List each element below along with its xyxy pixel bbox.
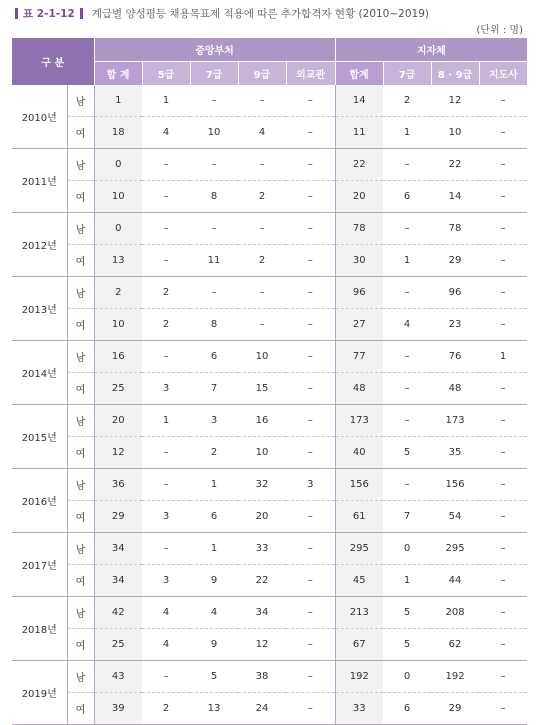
value-cell: – [286, 341, 335, 373]
value-cell: 2 [238, 181, 286, 213]
sex-cell: 여 [67, 117, 94, 149]
value-cell: 295 [335, 533, 383, 565]
value-cell: – [383, 149, 431, 181]
col-header: 7급 [383, 62, 431, 86]
value-cell: – [286, 693, 335, 725]
value-cell: – [190, 149, 238, 181]
caption-bar [80, 8, 83, 19]
value-cell: 1 [383, 565, 431, 597]
value-cell: 2 [190, 437, 238, 469]
value-cell: – [286, 533, 335, 565]
value-cell: 192 [431, 661, 479, 693]
header-central: 중앙부처 [94, 38, 335, 62]
value-cell: – [479, 469, 527, 501]
value-cell: 29 [431, 693, 479, 725]
col-header: 5급 [142, 62, 190, 86]
value-cell: – [479, 405, 527, 437]
value-cell: – [383, 341, 431, 373]
header-local: 지자체 [335, 38, 527, 62]
value-cell: 1 [190, 469, 238, 501]
sex-cell: 여 [67, 181, 94, 213]
table-row [12, 533, 527, 565]
value-cell: 1 [383, 245, 431, 277]
value-cell: 15 [238, 373, 286, 405]
col-header: 합계 [335, 62, 383, 86]
value-cell: 1 [142, 85, 190, 117]
table-row [12, 181, 527, 213]
value-cell: 36 [94, 469, 142, 501]
value-cell: – [286, 661, 335, 693]
value-cell: – [286, 309, 335, 341]
value-cell: – [286, 565, 335, 597]
table-row [12, 661, 527, 693]
value-cell: 2 [383, 85, 431, 117]
table-row [12, 501, 527, 533]
year-cell: 2017년 [12, 533, 67, 597]
value-cell: 32 [238, 469, 286, 501]
table-row [12, 437, 527, 469]
value-cell: 25 [94, 629, 142, 661]
year-cell: 2013년 [12, 277, 67, 341]
sex-cell: 여 [67, 501, 94, 533]
value-cell: 16 [238, 405, 286, 437]
value-cell: 8 [190, 181, 238, 213]
value-cell: 7 [383, 501, 431, 533]
table-row [12, 149, 527, 181]
table-row [12, 565, 527, 597]
value-cell: – [286, 597, 335, 629]
sex-cell: 여 [67, 245, 94, 277]
value-cell: 10 [94, 181, 142, 213]
value-cell: 78 [431, 213, 479, 245]
sex-cell: 남 [67, 661, 94, 693]
value-cell: 40 [335, 437, 383, 469]
value-cell: – [383, 277, 431, 309]
value-cell: 13 [94, 245, 142, 277]
sex-cell: 남 [67, 405, 94, 437]
value-cell: – [479, 277, 527, 309]
header-gubun: 구 분 [12, 38, 94, 85]
value-cell: 7 [190, 373, 238, 405]
value-cell: – [479, 213, 527, 245]
value-cell: 10 [431, 117, 479, 149]
value-cell: 5 [190, 661, 238, 693]
value-cell: – [286, 117, 335, 149]
table-row [12, 373, 527, 405]
value-cell: – [286, 501, 335, 533]
value-cell: – [479, 245, 527, 277]
value-cell: – [479, 693, 527, 725]
value-cell: 173 [335, 405, 383, 437]
value-cell: 77 [335, 341, 383, 373]
value-cell: – [286, 373, 335, 405]
table-title: 계급별 양성평등 채용목표제 적용에 따른 추가합격자 현황 (2010~2019) [91, 7, 429, 20]
value-cell: 0 [383, 661, 431, 693]
value-cell: 45 [335, 565, 383, 597]
value-cell: 10 [190, 117, 238, 149]
value-cell: 9 [190, 565, 238, 597]
value-cell: 156 [335, 469, 383, 501]
value-cell: – [286, 149, 335, 181]
value-cell: – [238, 309, 286, 341]
value-cell: 44 [431, 565, 479, 597]
value-cell: 48 [431, 373, 479, 405]
value-cell: 12 [238, 629, 286, 661]
value-cell: – [142, 437, 190, 469]
value-cell: 0 [383, 533, 431, 565]
table-row [12, 341, 527, 373]
value-cell: 8 [190, 309, 238, 341]
value-cell: 0 [94, 213, 142, 245]
table-row [12, 405, 527, 437]
value-cell: – [479, 501, 527, 533]
value-cell: 4 [238, 117, 286, 149]
value-cell: 34 [94, 533, 142, 565]
value-cell: 6 [383, 693, 431, 725]
value-cell: – [142, 469, 190, 501]
value-cell: 9 [190, 629, 238, 661]
value-cell: 20 [94, 405, 142, 437]
year-cell: 2016년 [12, 469, 67, 533]
value-cell: 96 [431, 277, 479, 309]
value-cell: 16 [94, 341, 142, 373]
value-cell: 42 [94, 597, 142, 629]
value-cell: – [286, 629, 335, 661]
year-cell: 2014년 [12, 341, 67, 405]
value-cell: – [383, 405, 431, 437]
col-header: 7급 [190, 62, 238, 86]
value-cell: – [479, 149, 527, 181]
col-header: 지도사 [479, 62, 527, 86]
col-header: 9급 [238, 62, 286, 86]
sex-cell: 남 [67, 469, 94, 501]
value-cell: 5 [383, 629, 431, 661]
value-cell: – [142, 149, 190, 181]
value-cell: – [479, 117, 527, 149]
value-cell: 2 [238, 245, 286, 277]
value-cell: – [190, 277, 238, 309]
value-cell: 39 [94, 693, 142, 725]
sex-cell: 여 [67, 373, 94, 405]
value-cell: 5 [383, 437, 431, 469]
value-cell: 22 [335, 149, 383, 181]
value-cell: – [142, 213, 190, 245]
year-cell: 2015년 [12, 405, 67, 469]
value-cell: – [190, 85, 238, 117]
value-cell: – [238, 85, 286, 117]
value-cell: – [238, 213, 286, 245]
value-cell: 25 [94, 373, 142, 405]
year-cell: 2018년 [12, 597, 67, 661]
value-cell: 78 [335, 213, 383, 245]
value-cell: – [479, 597, 527, 629]
value-cell: – [479, 373, 527, 405]
year-cell: 2011년 [12, 149, 67, 213]
value-cell: – [383, 469, 431, 501]
value-cell: – [286, 213, 335, 245]
value-cell: 3 [142, 501, 190, 533]
data-table [12, 38, 527, 725]
sex-cell: 남 [67, 533, 94, 565]
value-cell: 10 [238, 341, 286, 373]
table-row [12, 629, 527, 661]
value-cell: 48 [335, 373, 383, 405]
value-cell: 11 [190, 245, 238, 277]
table-row [12, 277, 527, 309]
value-cell: 14 [431, 181, 479, 213]
value-cell: 1 [94, 85, 142, 117]
value-cell: – [142, 661, 190, 693]
value-cell: – [479, 661, 527, 693]
value-cell: – [479, 181, 527, 213]
value-cell: – [286, 245, 335, 277]
value-cell: 12 [431, 85, 479, 117]
value-cell: 27 [335, 309, 383, 341]
table-row [12, 213, 527, 245]
table-row [12, 309, 527, 341]
value-cell: 4 [142, 597, 190, 629]
year-cell: 2012년 [12, 213, 67, 277]
value-cell: 3 [286, 469, 335, 501]
table-body [12, 85, 527, 725]
value-cell: – [142, 341, 190, 373]
sex-cell: 남 [67, 149, 94, 181]
value-cell: – [383, 373, 431, 405]
year-cell: 2010년 [12, 85, 67, 149]
sex-cell: 남 [67, 277, 94, 309]
value-cell: 1 [142, 405, 190, 437]
value-cell: 61 [335, 501, 383, 533]
value-cell: 2 [94, 277, 142, 309]
table-row [12, 117, 527, 149]
sex-cell: 여 [67, 309, 94, 341]
year-cell: 2019년 [12, 661, 67, 725]
value-cell: – [286, 181, 335, 213]
value-cell: 35 [431, 437, 479, 469]
value-cell: – [479, 309, 527, 341]
value-cell: 3 [142, 565, 190, 597]
value-cell: 67 [335, 629, 383, 661]
sex-cell: 여 [67, 693, 94, 725]
value-cell: – [238, 149, 286, 181]
col-header: 외교관 [286, 62, 335, 86]
value-cell: 11 [335, 117, 383, 149]
value-cell: 43 [94, 661, 142, 693]
value-cell: 96 [335, 277, 383, 309]
col-header: 합 계 [94, 62, 142, 86]
value-cell: 4 [383, 309, 431, 341]
value-cell: 2 [142, 693, 190, 725]
value-cell: 0 [94, 149, 142, 181]
value-cell: 6 [190, 501, 238, 533]
value-cell: – [383, 213, 431, 245]
sex-cell: 남 [67, 341, 94, 373]
value-cell: 29 [94, 501, 142, 533]
value-cell: 6 [383, 181, 431, 213]
value-cell: 6 [190, 341, 238, 373]
table-row [12, 85, 527, 117]
unit-note: (단위 : 명) [476, 25, 523, 36]
value-cell: 173 [431, 405, 479, 437]
value-cell: 22 [238, 565, 286, 597]
value-cell: – [286, 405, 335, 437]
value-cell: 30 [335, 245, 383, 277]
sex-cell: 남 [67, 597, 94, 629]
col-header: 8 · 9급 [431, 62, 479, 86]
value-cell: 54 [431, 501, 479, 533]
table-row [12, 597, 527, 629]
value-cell: 1 [190, 533, 238, 565]
value-cell: 4 [142, 117, 190, 149]
sex-cell: 여 [67, 565, 94, 597]
value-cell: 2 [142, 309, 190, 341]
value-cell: 34 [94, 565, 142, 597]
value-cell: 4 [190, 597, 238, 629]
value-cell: 22 [431, 149, 479, 181]
table-caption [12, 5, 429, 21]
value-cell: – [286, 437, 335, 469]
value-cell: – [479, 533, 527, 565]
value-cell: 33 [335, 693, 383, 725]
value-cell: 5 [383, 597, 431, 629]
value-cell: – [479, 85, 527, 117]
value-cell: 76 [431, 341, 479, 373]
sex-cell: 남 [67, 85, 94, 117]
value-cell: – [479, 629, 527, 661]
caption-bar [15, 8, 18, 19]
value-cell: – [190, 213, 238, 245]
sex-cell: 여 [67, 629, 94, 661]
table-row [12, 245, 527, 277]
value-cell: 192 [335, 661, 383, 693]
value-cell: 20 [335, 181, 383, 213]
value-cell: 38 [238, 661, 286, 693]
value-cell: 23 [431, 309, 479, 341]
value-cell: 156 [431, 469, 479, 501]
value-cell: – [142, 533, 190, 565]
sex-cell: 여 [67, 437, 94, 469]
value-cell: 33 [238, 533, 286, 565]
value-cell: 10 [94, 309, 142, 341]
value-cell: 18 [94, 117, 142, 149]
value-cell: 62 [431, 629, 479, 661]
value-cell: – [238, 277, 286, 309]
value-cell: 1 [479, 341, 527, 373]
value-cell: – [286, 277, 335, 309]
value-cell: 213 [335, 597, 383, 629]
value-cell: 4 [142, 629, 190, 661]
table-row [12, 693, 527, 725]
value-cell: 34 [238, 597, 286, 629]
value-cell: 10 [238, 437, 286, 469]
value-cell: 208 [431, 597, 479, 629]
value-cell: – [479, 437, 527, 469]
value-cell: 12 [94, 437, 142, 469]
value-cell: 295 [431, 533, 479, 565]
value-cell: 13 [190, 693, 238, 725]
value-cell: 2 [142, 277, 190, 309]
value-cell: 3 [142, 373, 190, 405]
value-cell: 3 [190, 405, 238, 437]
value-cell: – [479, 565, 527, 597]
table-row [12, 469, 527, 501]
value-cell: 1 [383, 117, 431, 149]
value-cell: 24 [238, 693, 286, 725]
sex-cell: 남 [67, 213, 94, 245]
value-cell: 29 [431, 245, 479, 277]
value-cell: – [142, 245, 190, 277]
table-number: 표 2-1-12 [23, 7, 75, 20]
value-cell: – [142, 181, 190, 213]
value-cell: – [286, 85, 335, 117]
value-cell: 14 [335, 85, 383, 117]
value-cell: 20 [238, 501, 286, 533]
